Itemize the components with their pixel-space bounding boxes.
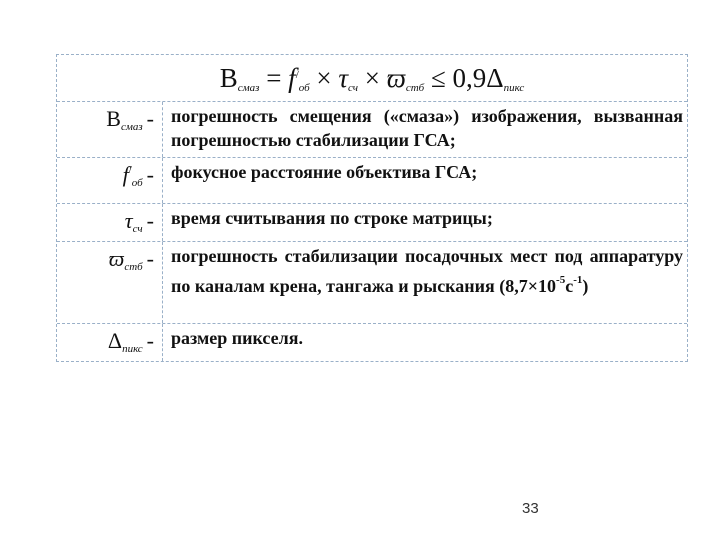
symbol-cell [57, 204, 163, 241]
definition-row-readout [57, 203, 687, 241]
symbol: τ [124, 208, 133, 233]
description-cell: время считывания по строке матрицы; [171, 208, 493, 228]
symbol-cell [57, 324, 163, 361]
symbol: B [106, 106, 121, 131]
definition-row-pixel [57, 323, 687, 361]
symbol-cell [57, 102, 163, 157]
value-exponent: -1 [573, 274, 583, 286]
lhs-subscript: смаз [237, 82, 260, 94]
symbol: ϖ [108, 246, 125, 271]
dash: - [146, 162, 154, 187]
delta-symbol: Δ [486, 63, 504, 93]
symbol-prime: / [128, 164, 132, 176]
symbol-cell [57, 242, 163, 323]
times-sign: × [316, 63, 332, 93]
focal-symbol: f [288, 63, 296, 93]
less-equal-sign: ≤ [430, 63, 446, 93]
symbol: f [122, 162, 129, 187]
equals-sign: = [266, 63, 282, 93]
symbol-subscript: пикс [122, 343, 143, 355]
symbol-subscript: об [131, 177, 143, 189]
symbol-subscript: сч [132, 223, 143, 235]
value-part: ) [582, 276, 589, 296]
tau-subscript: сч [348, 82, 359, 94]
stabilization-value [499, 276, 588, 296]
description-cell [171, 244, 683, 298]
omega-symbol: ϖ [386, 63, 406, 93]
value-exponent: -5 [556, 274, 566, 286]
focal-subscript: об [298, 82, 310, 94]
symbol-subscript: стб [124, 261, 143, 273]
tau-symbol: τ [338, 63, 349, 93]
symbol-subscript: смаз [120, 121, 143, 133]
coefficient-value: 0,9 [452, 63, 487, 93]
focal-prime: / [295, 69, 299, 81]
value-unit: с [565, 276, 574, 296]
formula-table [56, 54, 688, 362]
description-cell: фокусное расстояние объектива ГСА; [171, 162, 478, 182]
dash: - [146, 328, 154, 353]
description-cell: размер пикселя. [171, 328, 303, 348]
times-sign: × [364, 63, 381, 93]
definition-row-stabilization [57, 241, 687, 323]
symbol: Δ [107, 328, 123, 353]
definition-row-blur [57, 101, 687, 157]
definition-row-focal [57, 157, 687, 203]
lhs-symbol: B [219, 63, 238, 93]
delta-subscript: пикс [503, 82, 525, 94]
dash: - [146, 246, 154, 271]
main-formula [57, 63, 687, 94]
description-cell: погрешность смещения («смаза») изображения, вызванная погрешностью стабилизации ГСА; [171, 106, 683, 150]
description-text: погрешность стабилизации посадочных мест под аппаратуру по каналам крена, тангажа и рыскания [171, 246, 683, 296]
page-number: 33 [522, 500, 539, 517]
symbol-cell [57, 158, 163, 203]
formula-row [57, 55, 687, 101]
dash: - [146, 208, 154, 233]
dash: - [146, 106, 154, 131]
value-part: (8,7×10 [499, 276, 557, 296]
omega-subscript: стб [405, 82, 425, 94]
